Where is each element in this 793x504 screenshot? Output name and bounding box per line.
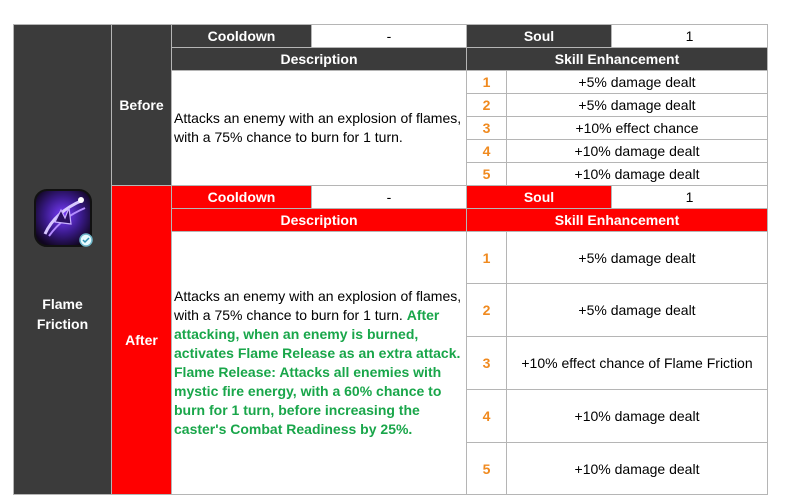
- after-label: After: [112, 186, 172, 495]
- skill-name-line2: Friction: [36, 315, 89, 332]
- after-description-new-2: Flame Release: Attacks all enemies with mystic fire energy, with a 60% chance to burn for 1 turn, before increasing the caster's Combat Readiness by 25%.: [174, 364, 442, 437]
- after-enh-level-5: 5: [467, 443, 507, 495]
- before-enh-text-5: +10% damage dealt: [507, 163, 768, 186]
- before-label: Before: [112, 25, 172, 186]
- skill-name-line1: Flame: [42, 295, 83, 312]
- flame-friction-skill-icon: [31, 186, 95, 250]
- before-enh-text-3: +10% effect chance: [507, 117, 768, 140]
- after-enh-level-3: 3: [467, 337, 507, 390]
- after-description-plain: Attacks an enemy with an explosion of flames, with a 75% chance to burn for 1 turn.: [174, 288, 462, 323]
- before-soul-value: 1: [612, 25, 768, 48]
- after-enh-text-1: +5% damage dealt: [507, 232, 768, 284]
- before-description: Attacks an enemy with an explosion of flames, with a 75% chance to burn for 1 turn.: [172, 71, 467, 186]
- after-soul-value: 1: [612, 186, 768, 209]
- after-enh-text-4: +10% damage dealt: [507, 390, 768, 443]
- after-description-header: Description: [172, 209, 467, 232]
- before-enh-level-1: 1: [467, 71, 507, 94]
- before-enh-text-2: +5% damage dealt: [507, 94, 768, 117]
- after-soul-label: Soul: [467, 186, 612, 209]
- skill-table: [13, 24, 768, 495]
- before-enh-level-2: 2: [467, 94, 507, 117]
- after-enh-text-3: +10% effect chance of Flame Friction: [507, 337, 768, 390]
- before-cooldown-label: Cooldown: [172, 25, 312, 48]
- before-cooldown-value: -: [312, 25, 467, 48]
- after-enhancement-header: Skill Enhancement: [467, 209, 768, 232]
- after-enh-level-4: 4: [467, 390, 507, 443]
- before-enh-level-3: 3: [467, 117, 507, 140]
- after-enh-text-5: +10% damage dealt: [507, 443, 768, 495]
- after-description: [172, 232, 467, 495]
- before-soul-label: Soul: [467, 25, 612, 48]
- skill-comparison: [13, 24, 767, 495]
- after-enh-level-1: 1: [467, 232, 507, 284]
- after-enh-level-2: 2: [467, 284, 507, 337]
- before-enhancement-header: Skill Enhancement: [467, 48, 768, 71]
- after-description-new-1: After attacking, when an enemy is burned, activates Flame Release as an extra attack.: [174, 307, 461, 361]
- after-cooldown-value: -: [312, 186, 467, 209]
- after-enh-text-2: +5% damage dealt: [507, 284, 768, 337]
- before-enh-text-4: +10% damage dealt: [507, 140, 768, 163]
- skill-name-cell: [14, 25, 112, 495]
- after-cooldown-label: Cooldown: [172, 186, 312, 209]
- before-enh-level-5: 5: [467, 163, 507, 186]
- before-enh-text-1: +5% damage dealt: [507, 71, 768, 94]
- before-description-header: Description: [172, 48, 467, 71]
- before-enh-level-4: 4: [467, 140, 507, 163]
